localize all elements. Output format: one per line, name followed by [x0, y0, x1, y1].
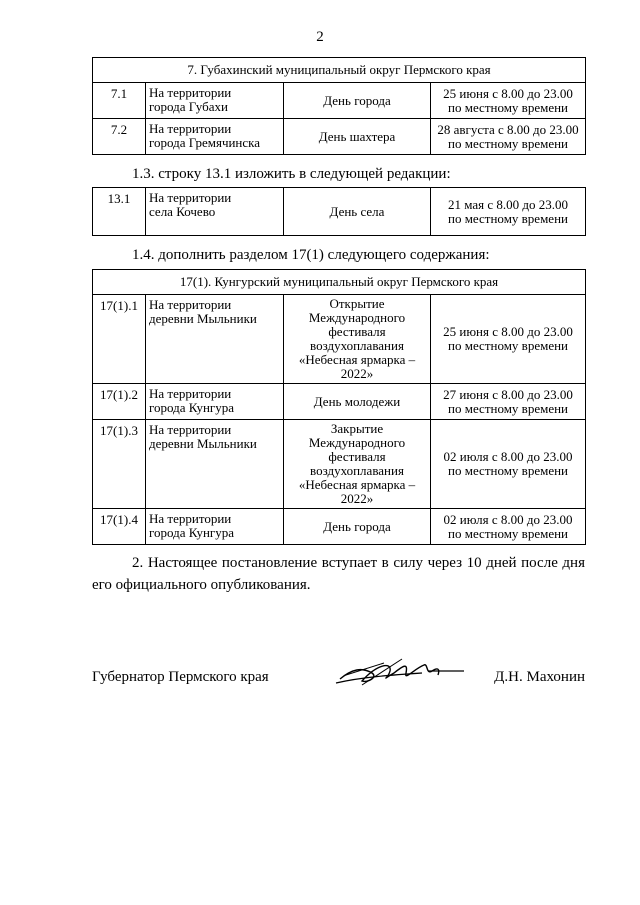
- time-cell: 25 июня с 8.00 до 23.00 по местному времени: [431, 83, 586, 119]
- time-cell: 28 августа с 8.00 до 23.00 по местному времени: [431, 119, 586, 155]
- table-gubakha: [92, 57, 586, 155]
- row-number: 17(1).3: [93, 420, 146, 509]
- time-cell: 27 июня с 8.00 до 23.00 по местному времени: [431, 384, 586, 420]
- row-number: 17(1).4: [93, 509, 146, 545]
- territory-cell: На территории города Губахи: [146, 83, 284, 119]
- event-cell: День города: [284, 83, 431, 119]
- event-cell: Закрытие Международного фестиваля воздухоплавания «Небесная ярмарка – 2022»: [284, 420, 431, 509]
- table-row: [93, 509, 586, 545]
- table-kungur: [92, 269, 586, 545]
- territory-cell: На территории деревни Мыльники: [146, 420, 284, 509]
- table-row: [93, 420, 586, 509]
- event-cell: День города: [284, 509, 431, 545]
- event-cell: День шахтера: [284, 119, 431, 155]
- territory-cell: На территории города Гремячинска: [146, 119, 284, 155]
- table-row: [93, 119, 586, 155]
- territory-cell: На территории села Кочево: [146, 188, 284, 236]
- territory-cell: На территории города Кунгура: [146, 509, 284, 545]
- signer-position: Губернатор Пермского края: [92, 669, 269, 685]
- time-cell: 25 июня с 8.00 до 23.00 по местному времени: [431, 295, 586, 384]
- time-cell: 21 мая с 8.00 до 23.00 по местному времени: [431, 188, 586, 236]
- paragraph-2: 2. Настоящее постановление вступает в силу через 10 дней после дня его официального опубликования.: [92, 555, 585, 593]
- page-number: 2: [316, 29, 324, 45]
- row-number: 7.2: [93, 119, 146, 155]
- event-cell: День молодежи: [284, 384, 431, 420]
- handwritten-signature: [332, 655, 467, 689]
- territory-cell: На территории города Кунгура: [146, 384, 284, 420]
- paragraph-1-4: 1.4. дополнить разделом 17(1) следующего содержания:: [132, 247, 490, 263]
- section-title: 7. Губахинский муниципальный округ Пермского края: [93, 58, 586, 83]
- row-number: 13.1: [93, 188, 146, 236]
- table-row: [93, 83, 586, 119]
- table-row: [93, 188, 586, 236]
- section-title: 17(1). Кунгурский муниципальный округ Пермского края: [93, 270, 586, 295]
- row-number: 17(1).2: [93, 384, 146, 420]
- territory-cell: На территории деревни Мыльники: [146, 295, 284, 384]
- paragraph-1-3: 1.3. строку 13.1 изложить в следующей редакции:: [132, 166, 451, 182]
- event-cell: День села: [284, 188, 431, 236]
- table-kochevo: [92, 187, 586, 236]
- time-cell: 02 июля с 8.00 до 23.00 по местному времени: [431, 509, 586, 545]
- row-number: 17(1).1: [93, 295, 146, 384]
- table-row: [93, 384, 586, 420]
- event-cell: Открытие Международного фестиваля воздухоплавания «Небесная ярмарка – 2022»: [284, 295, 431, 384]
- signer-name: Д.Н. Махонин: [494, 669, 585, 685]
- table-row: [93, 295, 586, 384]
- time-cell: 02 июля с 8.00 до 23.00 по местному времени: [431, 420, 586, 509]
- row-number: 7.1: [93, 83, 146, 119]
